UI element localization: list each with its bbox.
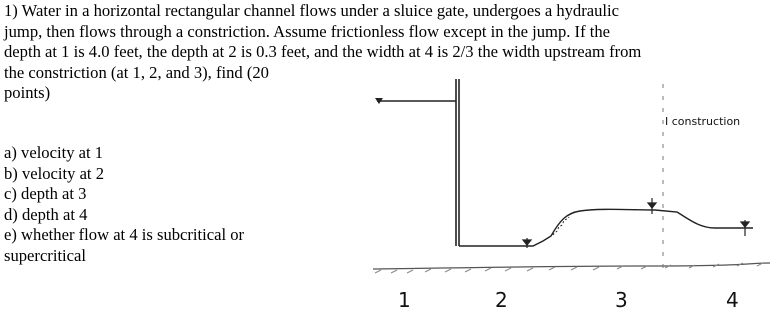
problem-line-4: the constriction (at 1, 2, and 3), find (20 bbox=[4, 62, 269, 82]
part-e-continued: supercritical bbox=[4, 245, 87, 265]
section-label-3: 3 bbox=[615, 288, 628, 312]
sluice-gate bbox=[456, 79, 459, 246]
problem-line-3: depth at 1 is 4.0 feet, the depth at 2 is 0.3 feet, and the width at 4 is 2/3 the width upstream from bbox=[4, 42, 642, 62]
depth-marker-3 bbox=[648, 198, 656, 214]
hydraulic-jump-roller bbox=[553, 217, 569, 235]
part-d: d) depth at 4 bbox=[4, 204, 88, 224]
constriction-label: I construction bbox=[665, 115, 741, 128]
channel-sketch bbox=[355, 70, 780, 315]
problem-line-5: points) bbox=[4, 83, 51, 103]
section-label-2: 2 bbox=[495, 288, 508, 312]
water-surface-downstream bbox=[459, 209, 753, 246]
part-c: c) depth at 3 bbox=[4, 184, 87, 204]
problem-line-2: jump, then flows through a constriction. Assume frictionless flow except in the jump. If the bbox=[4, 21, 611, 41]
channel-bed bbox=[373, 263, 770, 273]
section-label-1: 1 bbox=[398, 288, 411, 312]
part-b: b) velocity at 2 bbox=[4, 163, 104, 183]
question-parts-list bbox=[4, 143, 244, 267]
part-a: a) velocity at 1 bbox=[4, 143, 104, 162]
problem-line-1: 1) Water in a horizontal rectangular channel flows under a sluice gate, undergoes a hydraulic bbox=[4, 1, 620, 20]
part-e: e) whether flow at 4 is subcritical or bbox=[4, 225, 245, 245]
section-label-4: 4 bbox=[726, 288, 739, 312]
